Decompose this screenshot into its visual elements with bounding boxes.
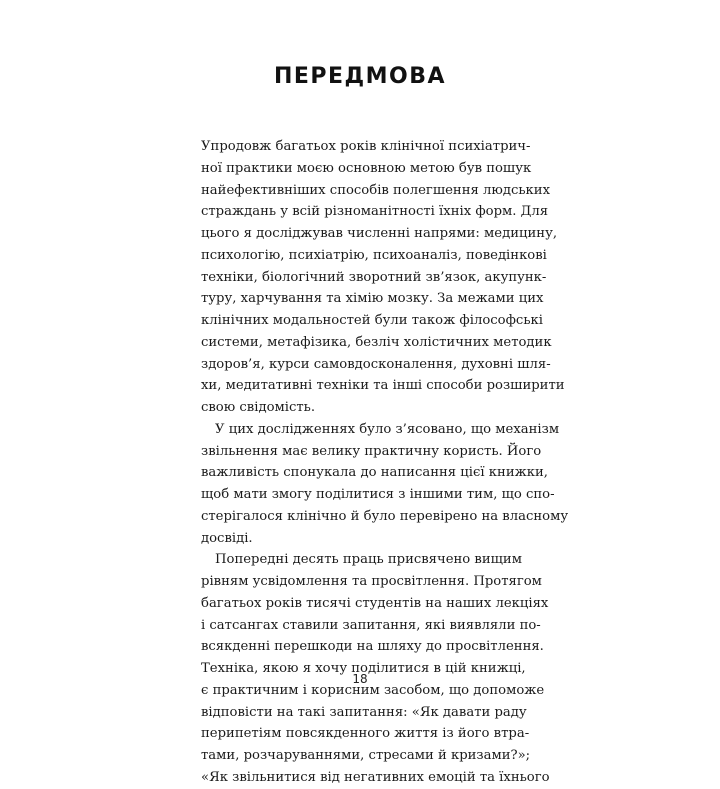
paragraph-1 xyxy=(201,136,565,419)
text-line: Упродовж багатьох років клінічної психіатрич- xyxy=(201,139,531,154)
text-line: є практичним і корисним засобом, що допоможе xyxy=(201,682,545,698)
text-line: Техніка, якою я хочу поділитися в цій книжці, xyxy=(201,661,526,676)
text-line: щоб мати змогу поділитися з іншими тим, що спо- xyxy=(201,487,555,502)
text-line: туру, харчування та хімію мозку. За межами цих xyxy=(201,291,544,307)
text-line: здоров’я, курси самовдосконалення, духовні шля- xyxy=(201,356,551,372)
text-line: «Як звільнитися від негативних емоцій та їхнього xyxy=(201,769,550,785)
paragraph-3 xyxy=(201,549,550,788)
text-line: хи, медитативні техніки та інші способи розширити xyxy=(201,378,565,394)
paragraph-2 xyxy=(201,419,569,550)
text-line: всякденні перешкоди на шляху до просвітлення. xyxy=(201,639,544,655)
text-line: Попередні десять праць присвячено вищим xyxy=(215,552,522,568)
text-line: і сатсангах ставили запитання, які виявляли по- xyxy=(201,617,541,633)
text-line: звільнення має велику практичну користь. Його xyxy=(201,443,542,459)
text-line: стерігалося клінічно й було перевірено на власному xyxy=(201,508,569,524)
text-line: багатьох років тисячі студентів на наших лекціях xyxy=(201,595,549,611)
text-line: страждань у всій різноманітності їхніх форм. Для xyxy=(201,204,549,220)
text-line: найефективніших способів полегшення людських xyxy=(201,182,551,198)
text-line: цього я досліджував численні напрями: медицину, xyxy=(201,226,558,241)
text-line: системи, метафізика, безліч холістичних методик xyxy=(201,334,552,350)
text-line: відповісти на такі запитання: «Як давати раду xyxy=(201,704,527,720)
text-line: тами, розчаруваннями, стресами й кризами?»; xyxy=(201,748,531,763)
text-line: ної практики моєю основною метою був пошук xyxy=(201,160,532,176)
text-line: важливість спонукала до написання цієї книжки, xyxy=(201,465,548,481)
text-line: психологію, психіатрію, психоаналіз, поведінкові xyxy=(201,247,547,263)
text-line: перипетіям повсякденного життя із його втра- xyxy=(201,726,530,742)
text-line: свою свідомість. xyxy=(201,400,316,415)
text-line: У цих дослідженнях було з’ясовано, що механізм xyxy=(215,421,560,437)
body-text xyxy=(201,136,569,789)
text-line: досвіді. xyxy=(201,530,253,546)
text-line: техніки, біологічний зворотний зв’язок, акупунк- xyxy=(201,269,547,285)
text-line: рівням усвідомлення та просвітлення. Протягом xyxy=(201,574,542,589)
text-line: клінічних модальностей були також філософські xyxy=(201,313,543,328)
page-number: 18 xyxy=(352,672,368,686)
chapter-title: ПЕРЕДМОВА xyxy=(273,64,447,89)
